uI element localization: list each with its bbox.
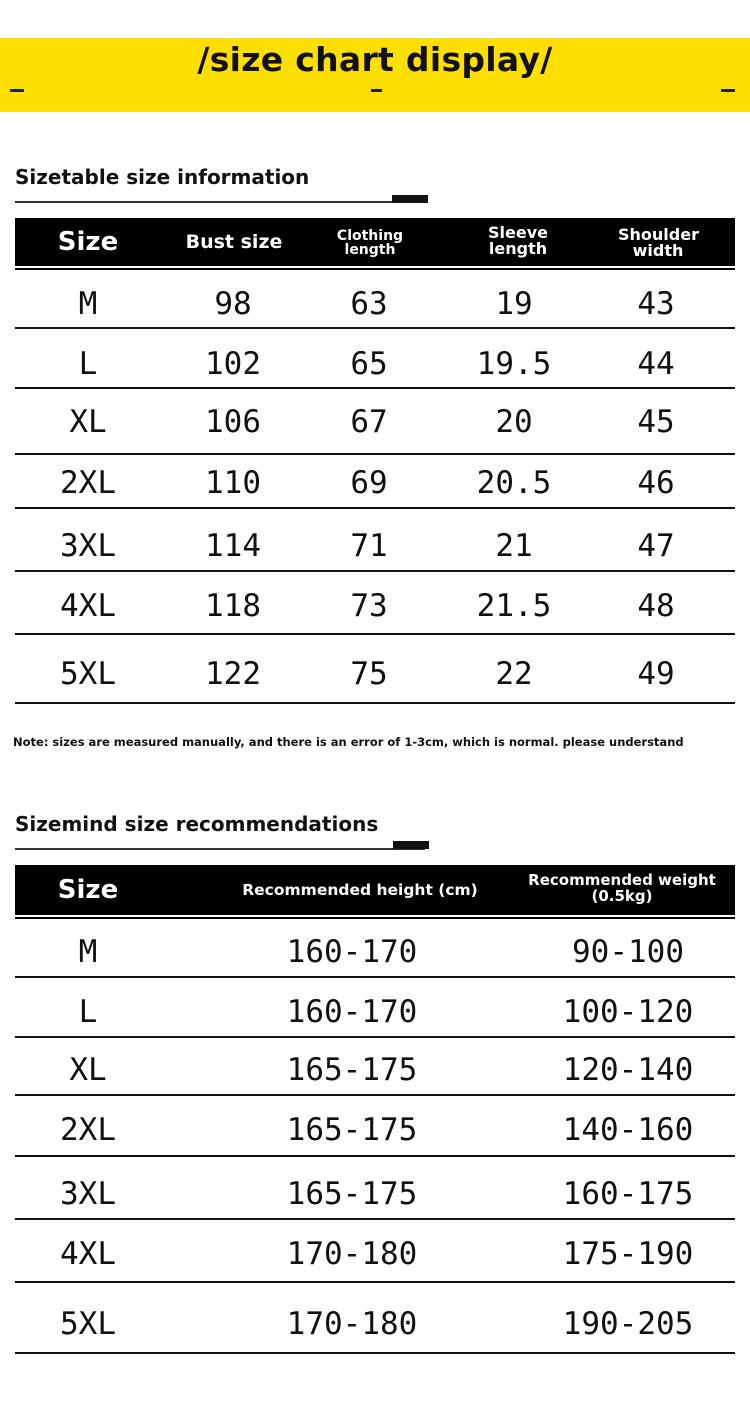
size-table-cell: 46 [637,465,675,501]
recommend-table-row-divider [15,1218,735,1220]
recommend-table-cell: 2XL [60,1112,116,1148]
recommend-table-cell: 3XL [60,1176,116,1212]
size-table-cell: 20 [495,404,533,440]
size-table-row-divider [15,453,735,455]
recommend-table-cell: 175-190 [562,1236,694,1272]
header-size: Size [57,227,119,257]
size-table-row-divider [15,327,735,329]
recommend-table-cell: L [78,994,98,1030]
page-title: /size chart display/ [197,40,553,79]
size-table-cell: 49 [637,656,675,692]
recommend-table-cell: 5XL [60,1306,116,1342]
size-table-cell: M [78,286,98,322]
size-table-cell: 63 [350,286,388,322]
size-table-header-underline [15,268,735,270]
recommend-table-cell: 165-175 [286,1112,418,1148]
header-sleeve-length-text: Sleeve length [488,223,548,258]
size-table-cell: 20.5 [476,465,552,501]
size-table-cell: 98 [214,286,252,322]
recommend-table-cell: 4XL [60,1236,116,1272]
recommend-table-title-underline [15,848,425,850]
recommend-table-cell: 160-170 [286,994,418,1030]
size-table-cell: 21 [495,528,533,564]
recommend-table-title-bar [393,841,429,849]
recommend-table-row-divider [15,976,735,978]
size-table-cell: 106 [205,404,261,440]
size-table-header [15,218,735,266]
recommend-table-cell: 100-120 [562,994,694,1030]
size-table-cell: 75 [350,656,388,692]
size-table-title: Sizetable size information [15,165,310,189]
size-table-cell: 3XL [60,528,116,564]
recommend-table-row-divider [15,1094,735,1096]
header-shoulder-width [618,227,698,259]
size-table-row-divider [15,702,735,704]
recommend-table-header-underline [15,917,735,919]
recommend-table-cell: 190-205 [562,1306,694,1342]
size-table-cell: 45 [637,404,675,440]
header-clothing-length-text: Clothing length [336,228,404,258]
size-table-cell: 22 [495,656,533,692]
size-table-cell: 44 [637,346,675,382]
recommend-table-row-divider [15,1281,735,1283]
size-table-title-bar [392,195,428,203]
size-table-cell: 65 [350,346,388,382]
header-clothing-length [335,229,405,257]
recommend-table-cell: 140-160 [562,1112,694,1148]
header-recommended-weight [522,873,722,905]
header-size: Size [57,875,119,905]
recommend-table-cell: M [78,934,98,970]
header-sleeve-length [483,225,553,257]
size-table-cell: 5XL [60,656,116,692]
recommend-table-cell: 160-170 [286,934,418,970]
size-table-cell: 102 [205,346,261,382]
size-table-cell: XL [69,404,107,440]
size-table-row-divider [15,633,735,635]
recommend-table-title: Sizemind size recommendations [15,812,379,836]
banner-dash-left [10,89,24,92]
recommend-table-row-divider [15,1036,735,1038]
recommend-table-cell: 120-140 [562,1052,694,1088]
recommend-table-header [15,865,735,915]
size-table-cell: 4XL [60,588,116,624]
header-shoulder-width-text: Shoulder width [618,225,699,260]
banner-dash-center [371,89,382,92]
measurement-note: Note: sizes are measured manually, and there is an error of 1-3cm, which is normal. please understand [13,735,684,749]
size-table-cell: 2XL [60,465,116,501]
size-table-cell: 67 [350,404,388,440]
recommend-table-cell: XL [69,1052,107,1088]
size-table-cell: 73 [350,588,388,624]
recommend-table-cell: 90-100 [572,934,684,970]
size-table-cell: 19 [495,286,533,322]
recommend-table-row-divider [15,1352,735,1354]
size-table-cell: 122 [205,656,261,692]
size-table-cell: 21.5 [476,588,552,624]
title-banner [0,38,750,112]
size-table-row-divider [15,387,735,389]
size-table-cell: 48 [637,588,675,624]
size-table-cell: 19.5 [476,346,552,382]
size-table-cell: 114 [205,528,261,564]
header-bust-size: Bust size [185,231,283,253]
banner-dash-right [721,89,735,92]
recommend-table-row-divider [15,1155,735,1157]
header-recommended-weight-text: Recommended weight (0.5kg) [528,871,716,905]
size-table-cell: L [78,346,98,382]
size-table-cell: 69 [350,465,388,501]
size-table-row-divider [15,570,735,572]
size-table-row-divider [15,507,735,509]
recommend-table-cell: 170-180 [286,1306,418,1342]
size-table-cell: 110 [205,465,261,501]
size-table-cell: 118 [205,588,261,624]
recommend-table-cell: 165-175 [286,1176,418,1212]
size-table-cell: 43 [637,286,675,322]
recommend-table-cell: 160-175 [562,1176,694,1212]
size-table-title-underline [15,201,425,203]
size-table-cell: 47 [637,528,675,564]
size-table-cell: 71 [350,528,388,564]
header-recommended-height: Recommended height (cm) [242,881,478,899]
recommend-table-cell: 170-180 [286,1236,418,1272]
recommend-table-cell: 165-175 [286,1052,418,1088]
